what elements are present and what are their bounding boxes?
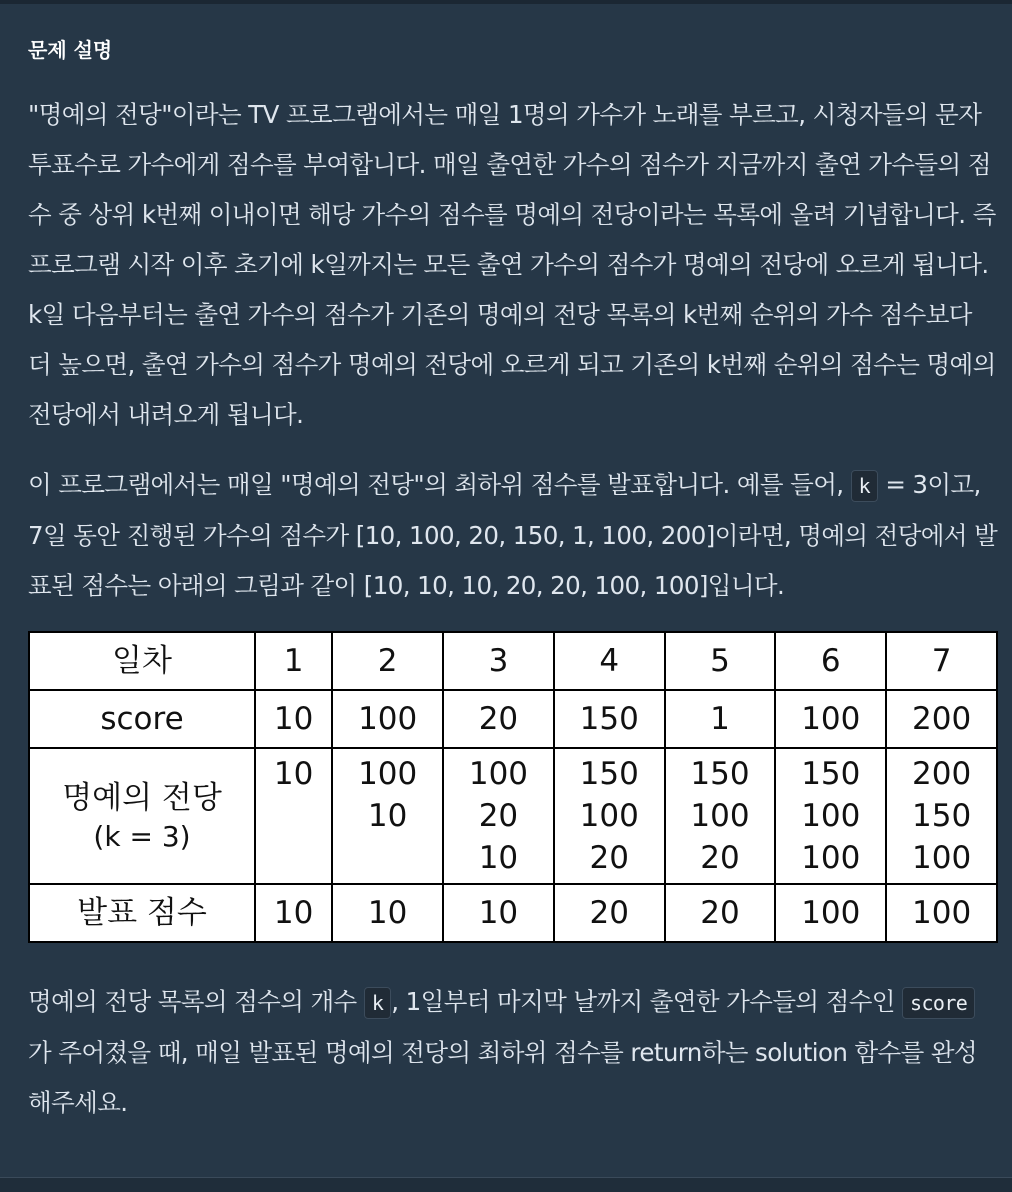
hall-value: 150 (912, 798, 972, 834)
published-cell: 10 (255, 884, 332, 942)
hall-value: 100 (801, 798, 861, 834)
hall-value: 100 (358, 756, 418, 792)
score-cell: 100 (332, 690, 443, 748)
score-cell: 10 (255, 690, 332, 748)
header-published: 발표 점수 (29, 884, 255, 942)
published-cell: 20 (665, 884, 776, 942)
header-hall-line1: 명예의 전당 (62, 780, 222, 816)
example-text-1: 이 프로그램에서는 매일 "명예의 전당"의 최하위 점수를 발표합니다. 예를 들어, (28, 470, 851, 499)
score-cell: 200 (886, 690, 997, 748)
hall-value: 20 (478, 798, 519, 834)
score-cell: 150 (554, 690, 665, 748)
top-border (0, 0, 1012, 4)
row-hall-of-fame (29, 748, 997, 884)
header-score: score (29, 690, 255, 748)
example-table (28, 631, 998, 943)
row-day (29, 632, 997, 690)
day-cell: 2 (332, 632, 443, 690)
published-cell: 100 (886, 884, 997, 942)
problem-description (28, 30, 998, 1148)
hall-value: 100 (690, 798, 750, 834)
section-title: 문제 설명 (28, 38, 113, 62)
day-cell: 4 (554, 632, 665, 690)
published-cell: 100 (775, 884, 886, 942)
hall-value: 10 (273, 756, 314, 792)
inline-code-k: k (851, 470, 878, 502)
hall-cell (775, 748, 886, 884)
bottom-border (0, 1177, 1012, 1192)
inline-code-k: k (364, 987, 391, 1019)
hall-value: 20 (700, 840, 740, 876)
task-text-1: 명예의 전당 목록의 점수의 개수 (28, 987, 364, 1016)
hall-cell (332, 748, 443, 884)
hall-value: 150 (801, 756, 861, 792)
hall-value: 10 (478, 840, 519, 876)
hall-value: 150 (690, 756, 750, 792)
intro-paragraph: "명예의 전당"이라는 TV 프로그램에서는 매일 1명의 가수가 노래를 부르고, 시청자들의 문자 투표수로 가수에게 점수를 부여합니다. 매일 출연한 가수의 점수가 지금까지 출연 가수들의 점수 중 상위 k번째 이내이면 해당 가수의 점수를 명예의 전당이라는 목록에 올려 기념합니다. 즉 프로그램 시작 이후 초기에 k일까지는 모든 출연 가수의 점수가 명예의 전당에 오르게 됩니다. k일 다음부터는 출연 가수의 점수가 기존의 명예의 전당 목록의 k번째 순위의 가수 점수보다 더 높으면, 출연 가수의 점수가 명예의 전당에 오르게 되고 기존의 k번째 순위의 점수는 명예의 전당에서 내려오게 됩니다. (28, 100, 996, 429)
hall-value: 100 (468, 756, 529, 792)
hall-cell (665, 748, 776, 884)
hall-value: 100 (912, 840, 972, 876)
published-cell: 20 (554, 884, 665, 942)
day-cell: 7 (886, 632, 997, 690)
hall-value: 10 (367, 798, 408, 834)
header-hall-line2: (k = 3) (93, 820, 191, 853)
header-hall-of-fame (29, 748, 255, 884)
score-cell: 100 (775, 690, 886, 748)
score-cell: 20 (443, 690, 554, 748)
hall-value: 100 (579, 798, 639, 834)
day-cell: 3 (443, 632, 554, 690)
task-text-3: 가 주어졌을 때, 매일 발표된 명예의 전당의 최하위 점수를 return하는 solution 함수를 완성해주세요. (28, 1038, 977, 1117)
example-text-2: = 3이고, 7일 동안 진행된 가수의 점수가 [10, 100, 20, 150, 1, 100, 200]이라면, 명예의 전당에서 발표된 점수는 아래의 그림과 같이 [10, 10, 10, 20, 20, 100, 100]입니다. (28, 470, 998, 600)
row-score (29, 690, 997, 748)
published-cell: 10 (332, 884, 443, 942)
hall-cell (886, 748, 997, 884)
hall-value: 150 (579, 756, 639, 792)
row-published (29, 884, 997, 942)
hall-cell (443, 748, 554, 884)
hall-value: 100 (801, 840, 861, 876)
day-cell: 6 (775, 632, 886, 690)
hall-value: 200 (912, 756, 972, 792)
day-cell: 1 (255, 632, 332, 690)
hall-cell (255, 748, 332, 884)
header-day: 일차 (29, 632, 255, 690)
hall-cell (554, 748, 665, 884)
task-text-2: , 1일부터 마지막 날까지 출연한 가수들의 점수인 (391, 987, 903, 1016)
inline-code-score: score (902, 987, 975, 1019)
example-paragraph (28, 460, 998, 611)
hall-value: 20 (589, 840, 629, 876)
score-cell: 1 (665, 690, 776, 748)
published-cell: 10 (443, 884, 554, 942)
task-paragraph (28, 977, 998, 1128)
day-cell: 5 (665, 632, 776, 690)
